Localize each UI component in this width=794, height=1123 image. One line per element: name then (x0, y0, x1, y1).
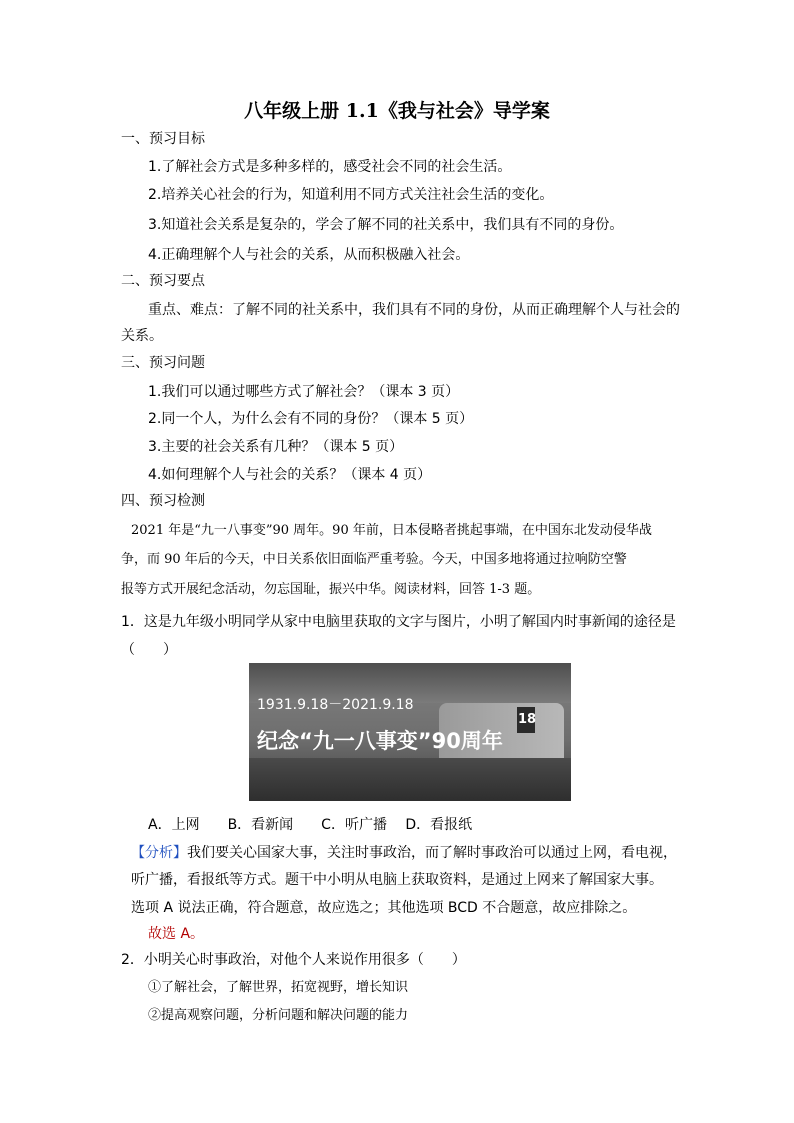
section1-item-2: 2.培养关心社会的行为，知道利用不同方式关注社会生活的变化。 (148, 187, 554, 203)
question-1-stem-line2: （ ） (121, 642, 177, 658)
passage-line-2: 争，而 90 年后的今天，中日关系依旧面临严重考验。今天，中国多地将通过拉响防空警 (121, 552, 627, 567)
section3-item-3: 3.主要的社会关系有几种？（课本 5 页） (148, 439, 404, 455)
question-1-answer: 故选 A。 (148, 926, 205, 942)
analysis-label: 【分析】 (131, 845, 187, 861)
question-2-option-1: ①了解社会，了解世界，拓宽视野，增长知识 (148, 980, 409, 995)
photo-caption-text: 纪念“九一八事变”90周年 (257, 729, 503, 753)
passage-line-1: 2021 年是“九一八事变”90 周年。90 年前，日本侵略者挑起事端，在中国东北发动侵华战 (131, 523, 652, 538)
question-1-analysis-line3: 选项 A 说法正确，符合题意，故应选之；其他选项 BCD 不合题意，故应排除之。 (131, 900, 637, 916)
analysis-text: 我们要关心国家大事，关注时事政治，而了解时事政治可以通过上网，看电视， (187, 845, 677, 861)
section1-heading: 一、预习目标 (121, 131, 205, 147)
question-2-option-2: ②提高观察问题，分析问题和解决问题的能力 (148, 1008, 409, 1023)
section2-heading: 二、预习要点 (121, 273, 205, 289)
photo-date-text: 1931.9.18－2021.9.18 (257, 697, 414, 713)
section1-item-3: 3.知道社会关系是复杂的，学会了解不同的社关系中，我们具有不同的身份。 (148, 217, 624, 233)
document-title: 八年级上册 1.1《我与社会》导学案 (244, 100, 550, 122)
section3-heading: 三、预习问题 (121, 355, 205, 371)
section3-item-4: 4.如何理解个人与社会的关系？（课本 4 页） (148, 467, 432, 483)
photo-ground (249, 758, 571, 801)
section1-item-4: 4.正确理解个人与社会的关系，从而积极融入社会。 (148, 247, 470, 263)
question-2-stem: 2．小明关心时事政治，对他个人来说作用很多（ ） (121, 952, 466, 968)
question-1-analysis-line1 (131, 842, 677, 862)
section2-text-line1: 重点、难点：了解不同的社关系中，我们具有不同的身份，从而正确理解个人与社会的 (148, 302, 680, 318)
section2-text-line2: 关系。 (121, 328, 163, 344)
question-1-analysis-line2: 听广播，看报纸等方式。题干中小明从电脑上获取资料，是通过上网来了解国家大事。 (131, 872, 663, 888)
question-1-stem-line1: 1．这是九年级小明同学从家中电脑里获取的文字与图片，小明了解国内时事新闻的途径是 (121, 614, 676, 630)
passage-line-3: 报等方式开展纪念活动，勿忘国耻，振兴中华。阅读材料，回答 1-3 题。 (121, 582, 541, 597)
section4-heading: 四、预习检测 (121, 493, 205, 509)
section1-item-1: 1.了解社会方式是多种多样的，感受社会不同的社会生活。 (148, 159, 512, 175)
section3-item-1: 1.我们可以通过哪些方式了解社会？（课本 3 页） (148, 384, 460, 400)
memorial-photo (249, 663, 571, 801)
section3-item-2: 2.同一个人，为什么会有不同的身份？（课本 5 页） (148, 411, 474, 427)
memorial-plaque-number: 18 (518, 712, 537, 727)
question-1-options: A．上网 B．看新闻 C．听广播 D．看报纸 (148, 817, 473, 833)
